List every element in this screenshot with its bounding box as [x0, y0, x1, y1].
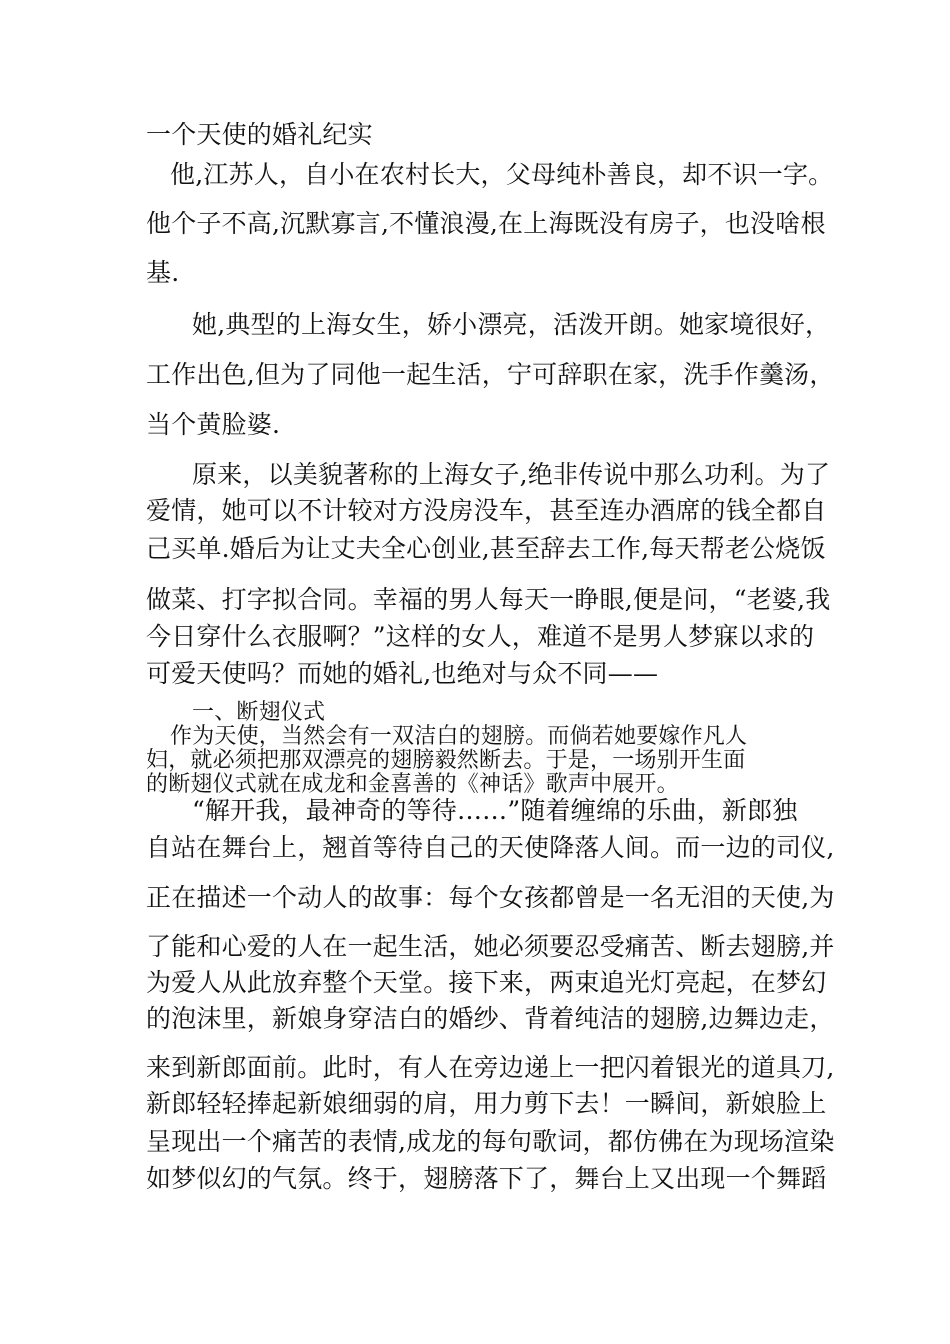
paragraph-line: 工作出色,但为了同他一起生活，宁可辞职在家，洗手作羹汤， — [146, 360, 835, 389]
paragraph-line: 他个子不高,沉默寡言,不懂浪漫,在上海既没有房子，也没啥根 — [146, 209, 826, 238]
paragraph-line: 如梦似幻的气氛。终于，翅膀落下了，舞台上又出现一个舞蹈 — [146, 1164, 827, 1193]
paragraph-line: 来到新郎面前。此时，有人在旁边递上一把闪着银光的道具刀, — [146, 1053, 835, 1082]
paragraph-line: 的泡沫里，新娘身穿洁白的婚纱、背着纯洁的翅膀,边舞边走， — [146, 1004, 835, 1033]
paragraph-line: 今日穿什么衣服啊？”这样的女人，难道不是男人梦寐以求的 — [146, 622, 815, 651]
paragraph-line: 作为天使，当然会有一双洁白的翅膀。而倘若她要嫁作凡人 — [170, 724, 748, 749]
paragraph-line: 为爱人从此放弃整个天堂。接下来，两束追光灯亮起，在梦幻 — [146, 968, 827, 997]
paragraph-line: 自站在舞台上，翘首等待自己的天使降落人间。而一边的司仪, — [146, 833, 835, 862]
paragraph-line: 她,典型的上海女生，娇小漂亮，活泼开朗。她家境很好， — [192, 310, 831, 339]
paragraph-line: 妇，就必须把那双漂亮的翅膀毅然断去。于是，一场别开生面 — [146, 748, 746, 773]
paragraph-line: 爱情，她可以不计较对方没房没车，甚至连办酒席的钱全都自 — [146, 496, 827, 525]
paragraph-line: 己买单.婚后为让丈夫全心创业,甚至辞去工作,每天帮老公烧饭 — [146, 534, 826, 563]
paragraph-line: 做菜、打字拟合同。幸福的男人每天一睁眼,便是问，“老婆,我 — [146, 585, 831, 614]
paragraph-line: 他,江苏人，自小在农村长大，父母纯朴善良，却不识一字。 — [170, 160, 834, 189]
paragraph-line: 新郎轻轻捧起新娘细弱的肩，用力剪下去！一瞬间，新娘脸上 — [146, 1089, 827, 1118]
paragraph-line: 当个黄脸婆. — [146, 410, 281, 439]
paragraph-line: 呈现出一个痛苦的表情,成龙的每句歌词，都仿佛在为现场渲染 — [146, 1127, 835, 1156]
paragraph-line: 了能和心爱的人在一起生活，她必须要忍受痛苦、断去翅膀,并 — [146, 932, 835, 961]
paragraph-line: 正在描述一个动人的故事：每个女孩都曾是一名无泪的天使,为 — [146, 883, 835, 912]
paragraph-line: 可爱天使吗？而她的婚礼,也绝对与众不同—— — [146, 659, 659, 688]
paragraph-line: 原来，以美貌著称的上海女子,绝非传说中那么功利。为了 — [192, 460, 831, 489]
section-heading: 一、断翅仪式 — [192, 700, 326, 725]
paragraph-line: “解开我，最神奇的等待……”随着缠绵的乐曲，新郎独 — [192, 796, 798, 825]
paragraph-line: 基. — [146, 258, 180, 287]
document-title: 一个天使的婚礼纪实 — [146, 120, 373, 149]
paragraph-line: 的断翅仪式就在成龙和金喜善的《神话》歌声中展开。 — [146, 772, 679, 797]
